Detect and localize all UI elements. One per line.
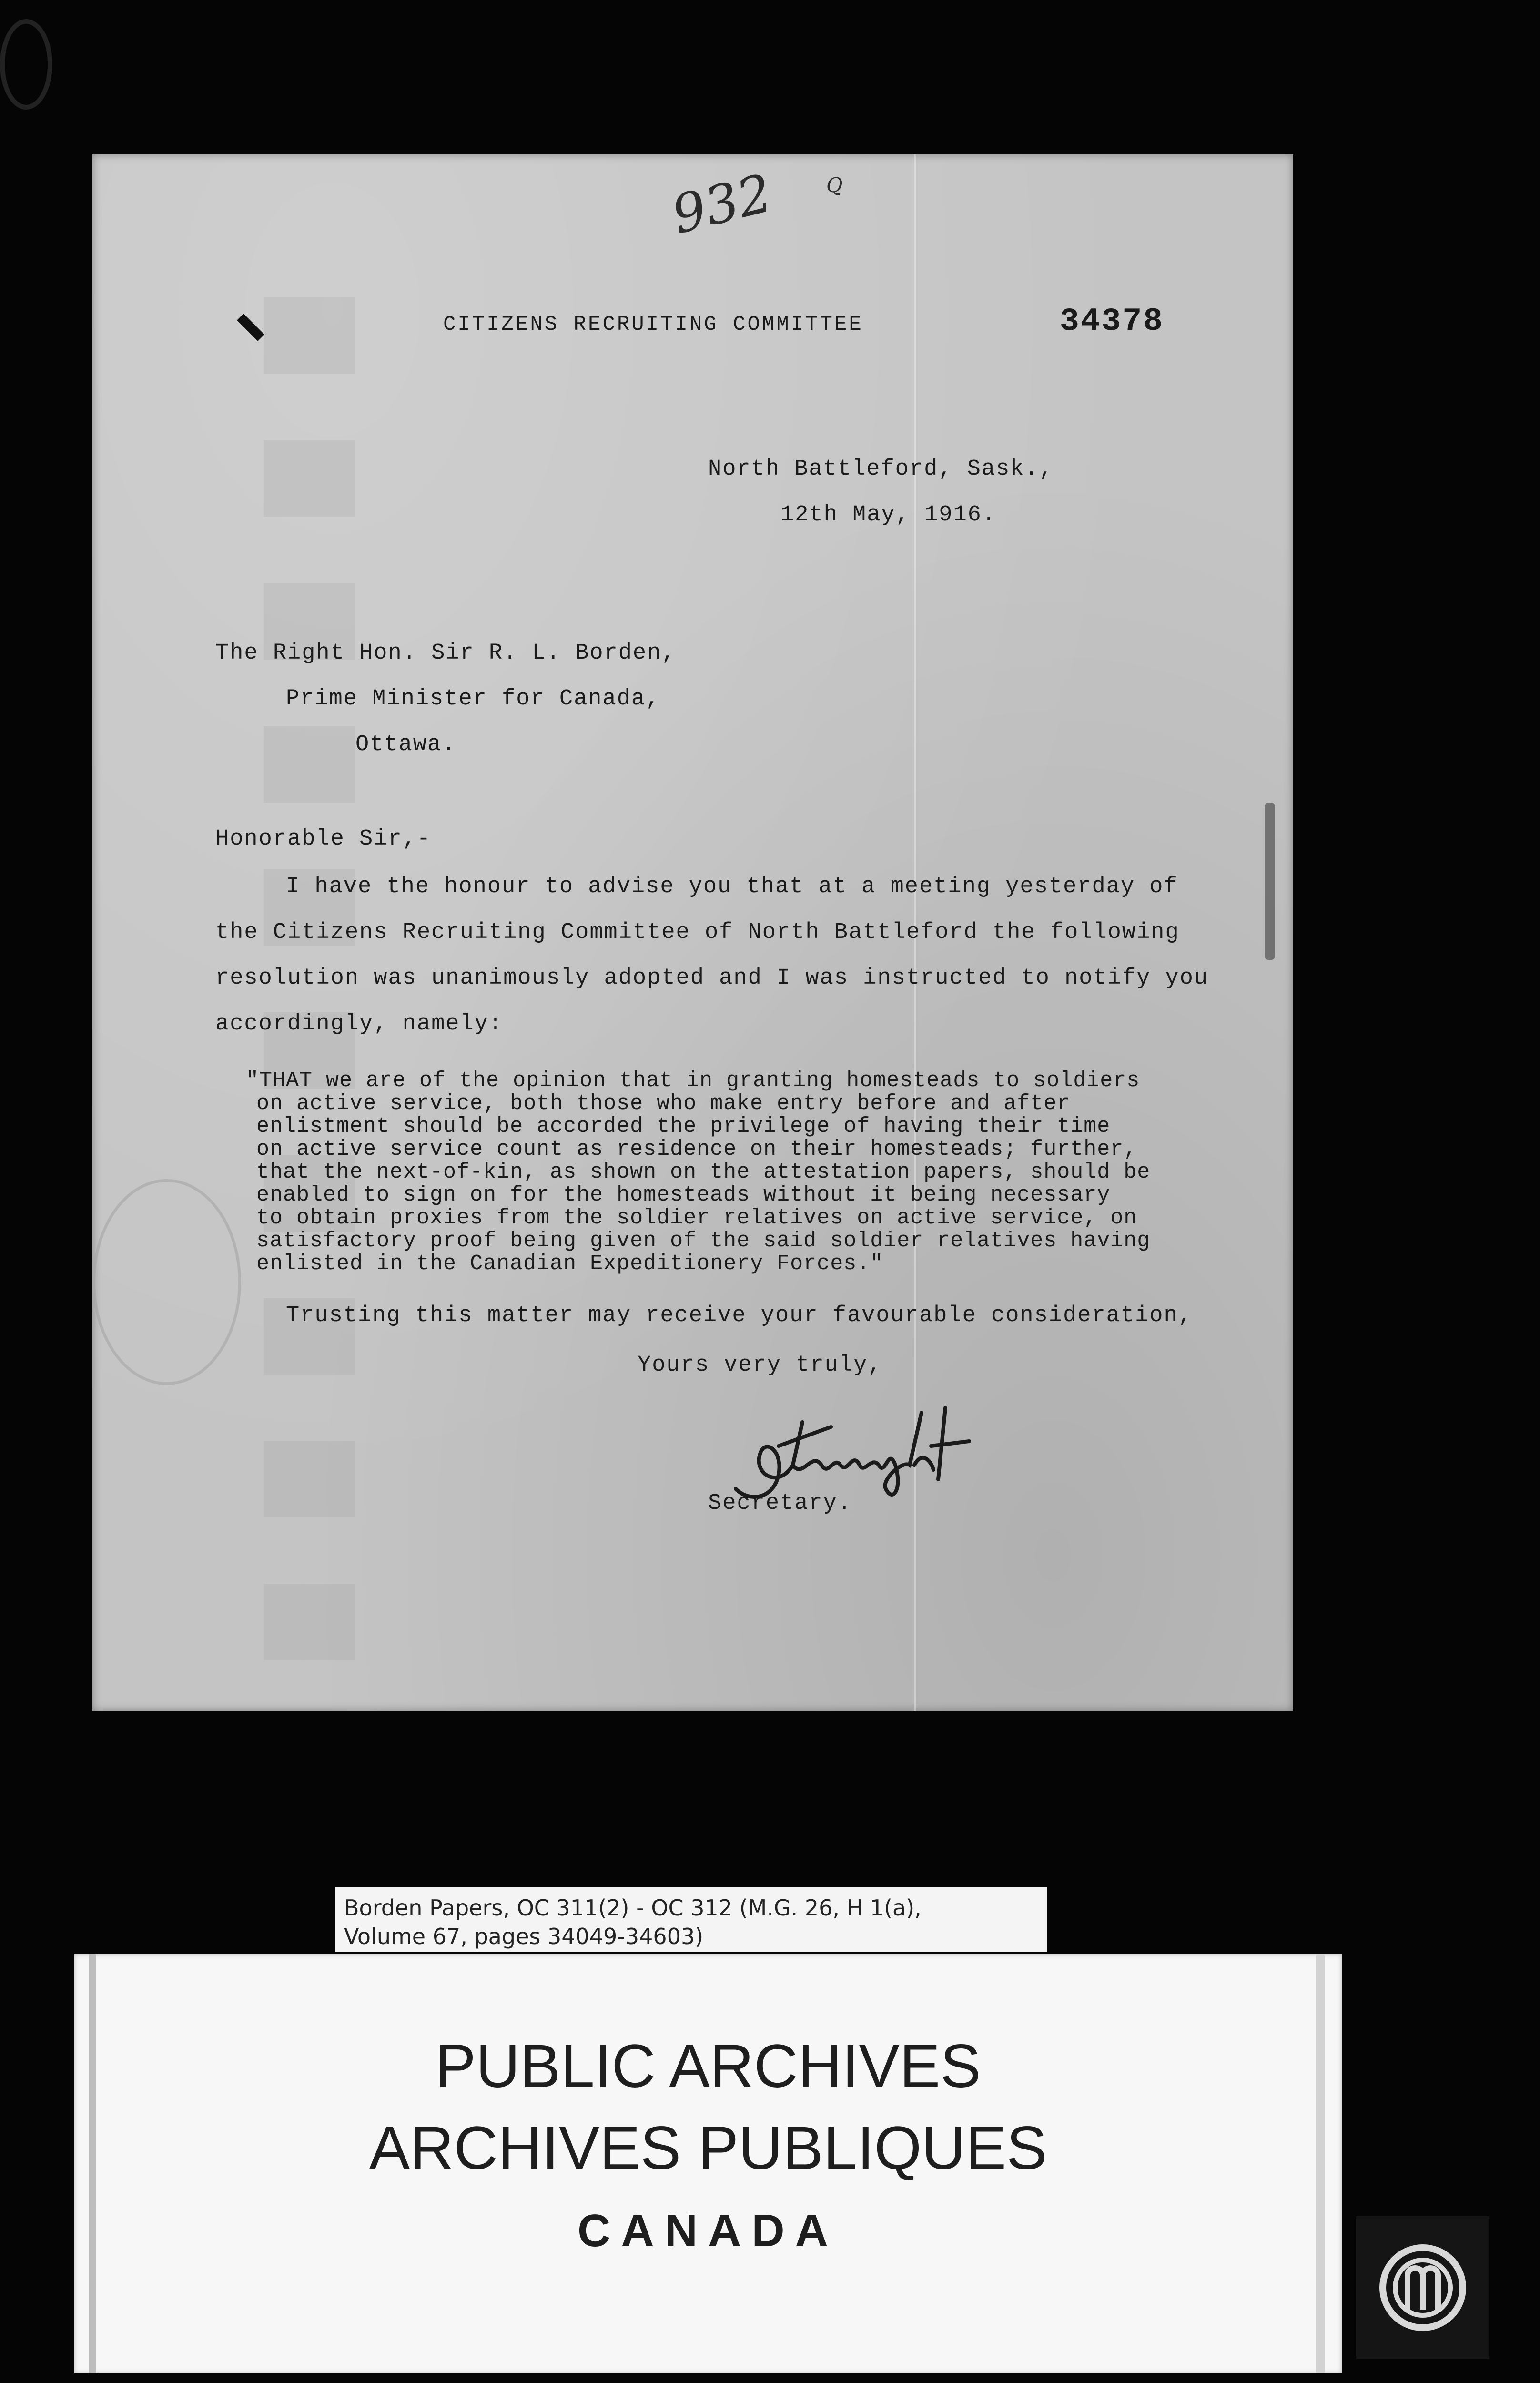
archive-title-en: PUBLIC ARCHIVES: [435, 2032, 981, 2100]
binder-clip-mark: [1265, 803, 1275, 960]
archive-title-fr: ARCHIVES PUBLIQUES: [369, 2114, 1047, 2182]
addressee-line: The Right Hon. Sir R. L. Borden,: [215, 641, 676, 666]
salutation: Honorable Sir,-: [215, 826, 432, 852]
bleed-through-seal: [92, 1179, 241, 1385]
resolution-line: "THAT we are of the opinion that in granting homesteads to soldiers: [246, 1069, 1140, 1093]
resolution-line: enabled to sign on for the homesteads without it being necessary: [256, 1183, 1111, 1207]
valediction: Yours very truly,: [638, 1353, 882, 1378]
resolution-line: on active service, both those who make entry before and after: [256, 1091, 1071, 1116]
letterhead: CITIZENS RECRUITING COMMITTEE: [443, 313, 863, 336]
body-line: accordingly, namely:: [215, 1011, 504, 1037]
resolution-line: that the next-of-kin, as shown on the attestation papers, should be: [256, 1160, 1151, 1184]
signer-title: Secretary.: [708, 1491, 852, 1516]
archive-reference-label: [335, 1887, 1047, 1952]
resolution-line: on active service count as residence on their homesteads; further,: [256, 1137, 1137, 1161]
body-line: resolution was unanimously adopted and I was instructed to notify you: [215, 966, 1209, 991]
handwritten-mark: Q: [826, 173, 843, 197]
letter-page: [92, 154, 1293, 1711]
resolution-line: enlistment should be accorded the privilege of having their time: [256, 1114, 1111, 1139]
pencil-tick-mark: [237, 314, 264, 341]
letter-date: 12th May, 1916.: [780, 502, 997, 528]
resolution-line: enlisted in the Canadian Expeditionery Forces.": [256, 1252, 884, 1276]
archive-reference-line: Volume 67, pages 34049-34603): [344, 1923, 704, 1949]
archive-reference-line: Borden Papers, OC 311(2) - OC 312 (M.G. 26, H 1(a),: [344, 1895, 922, 1921]
archive-card: [74, 1954, 1342, 2373]
film-edge-mark: [0, 19, 52, 110]
reference-number: 34378: [1060, 303, 1165, 340]
handwritten-file-number: 932: [666, 162, 778, 246]
addressee-line: Prime Minister for Canada,: [286, 686, 660, 712]
closing-line: Trusting this matter may receive your favourable consideration,: [286, 1303, 1193, 1328]
archive-country: CANADA: [578, 2205, 839, 2256]
resolution-line: satisfactory proof being given of the said soldier relatives having: [256, 1229, 1151, 1253]
body-line: the Citizens Recruiting Committee of North Battleford the following: [215, 920, 1180, 945]
archives-canada-emblem-icon: [1356, 2216, 1489, 2359]
letter-place: North Battleford, Sask.,: [708, 457, 1054, 482]
body-line: I have the honour to advise you that at a meeting yesterday of: [286, 874, 1178, 899]
resolution-line: to obtain proxies from the soldier relatives on active service, on: [256, 1206, 1137, 1230]
addressee-line: Ottawa.: [355, 732, 456, 757]
